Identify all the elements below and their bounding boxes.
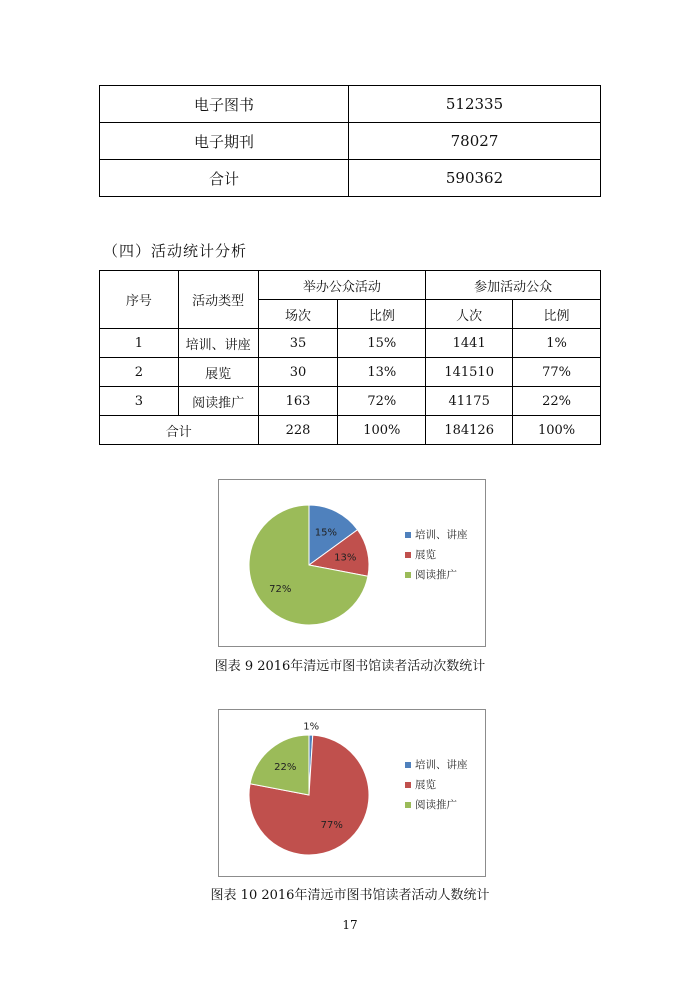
table-cell: 22% [513, 387, 601, 416]
legend-swatch [405, 572, 411, 578]
total-label: 合计 [100, 416, 259, 445]
table-cell: 展览 [178, 358, 258, 387]
legend-label: 阅读推广 [415, 569, 457, 581]
header-sessions: 场次 [258, 300, 338, 329]
table-cell: 2 [100, 358, 179, 387]
table-cell: 184126 [426, 416, 513, 445]
table-cell: 163 [258, 387, 338, 416]
table-cell: 77% [513, 358, 601, 387]
table-cell: 13% [338, 358, 426, 387]
legend-label: 培训、讲座 [415, 759, 468, 771]
table-cell: 培训、讲座 [178, 329, 258, 358]
table-row [100, 329, 601, 358]
table-cell: 合计 [100, 160, 349, 197]
legend-swatch [405, 762, 411, 768]
legend-label: 展览 [415, 549, 436, 561]
legend-swatch [405, 552, 411, 558]
participants-pie-chart [218, 709, 486, 877]
table-cell: 1 [100, 329, 179, 358]
table-row [100, 358, 601, 387]
table-cell: 1% [513, 329, 601, 358]
legend-label: 阅读推广 [415, 799, 457, 811]
page-number: 17 [342, 918, 358, 932]
header-group-participants: 参加活动公众 [426, 271, 601, 300]
pie-chart-svg [219, 710, 485, 876]
header-type: 活动类型 [178, 271, 258, 329]
legend-swatch [405, 782, 411, 788]
table-cell: 3 [100, 387, 179, 416]
pie-data-label: 72% [269, 584, 292, 596]
header-seq: 序号 [100, 271, 179, 329]
table-cell: 电子图书 [100, 86, 349, 123]
table-cell: 141510 [426, 358, 513, 387]
table-cell: 100% [338, 416, 426, 445]
table-cell: 72% [338, 387, 426, 416]
table-cell: 512335 [349, 86, 601, 123]
pie-data-label: 77% [320, 819, 343, 831]
table-cell: 15% [338, 329, 426, 358]
table-cell: 35 [258, 329, 338, 358]
ebook-table [99, 85, 601, 197]
table-header-row [100, 271, 601, 300]
table-cell: 78027 [349, 123, 601, 160]
header-sessions-ratio: 比例 [338, 300, 426, 329]
table-total-row [100, 416, 601, 445]
pie-data-label: 13% [334, 552, 357, 564]
table-cell: 100% [513, 416, 601, 445]
table-cell: 阅读推广 [178, 387, 258, 416]
pie-data-label: 15% [314, 527, 338, 539]
table-row [100, 86, 601, 123]
table-cell: 1441 [426, 329, 513, 358]
legend-swatch [405, 802, 411, 808]
legend-label: 展览 [415, 779, 436, 791]
table-cell: 电子期刊 [100, 123, 349, 160]
section-title: （四）活动统计分析 [103, 242, 248, 260]
sessions-pie-chart [218, 479, 486, 647]
pie-data-label: 1% [303, 721, 320, 733]
table-cell: 41175 [426, 387, 513, 416]
legend-swatch [405, 532, 411, 538]
chart-caption: 图表 10 2016年清远市图书馆读者活动人数统计 [210, 888, 490, 903]
legend-label: 培训、讲座 [415, 529, 468, 541]
header-visits-ratio: 比例 [513, 300, 601, 329]
pie-chart-svg [219, 480, 485, 646]
table-row [100, 160, 601, 197]
activity-table [99, 270, 601, 445]
table-row [100, 123, 601, 160]
chart-caption: 图表 9 2016年清远市图书馆读者活动次数统计 [214, 659, 486, 674]
table-cell: 30 [258, 358, 338, 387]
pie-data-label: 22% [274, 761, 297, 773]
header-visits: 人次 [426, 300, 513, 329]
table-cell: 228 [258, 416, 338, 445]
table-row [100, 387, 601, 416]
header-group-held: 举办公众活动 [258, 271, 426, 300]
table-cell: 590362 [349, 160, 601, 197]
